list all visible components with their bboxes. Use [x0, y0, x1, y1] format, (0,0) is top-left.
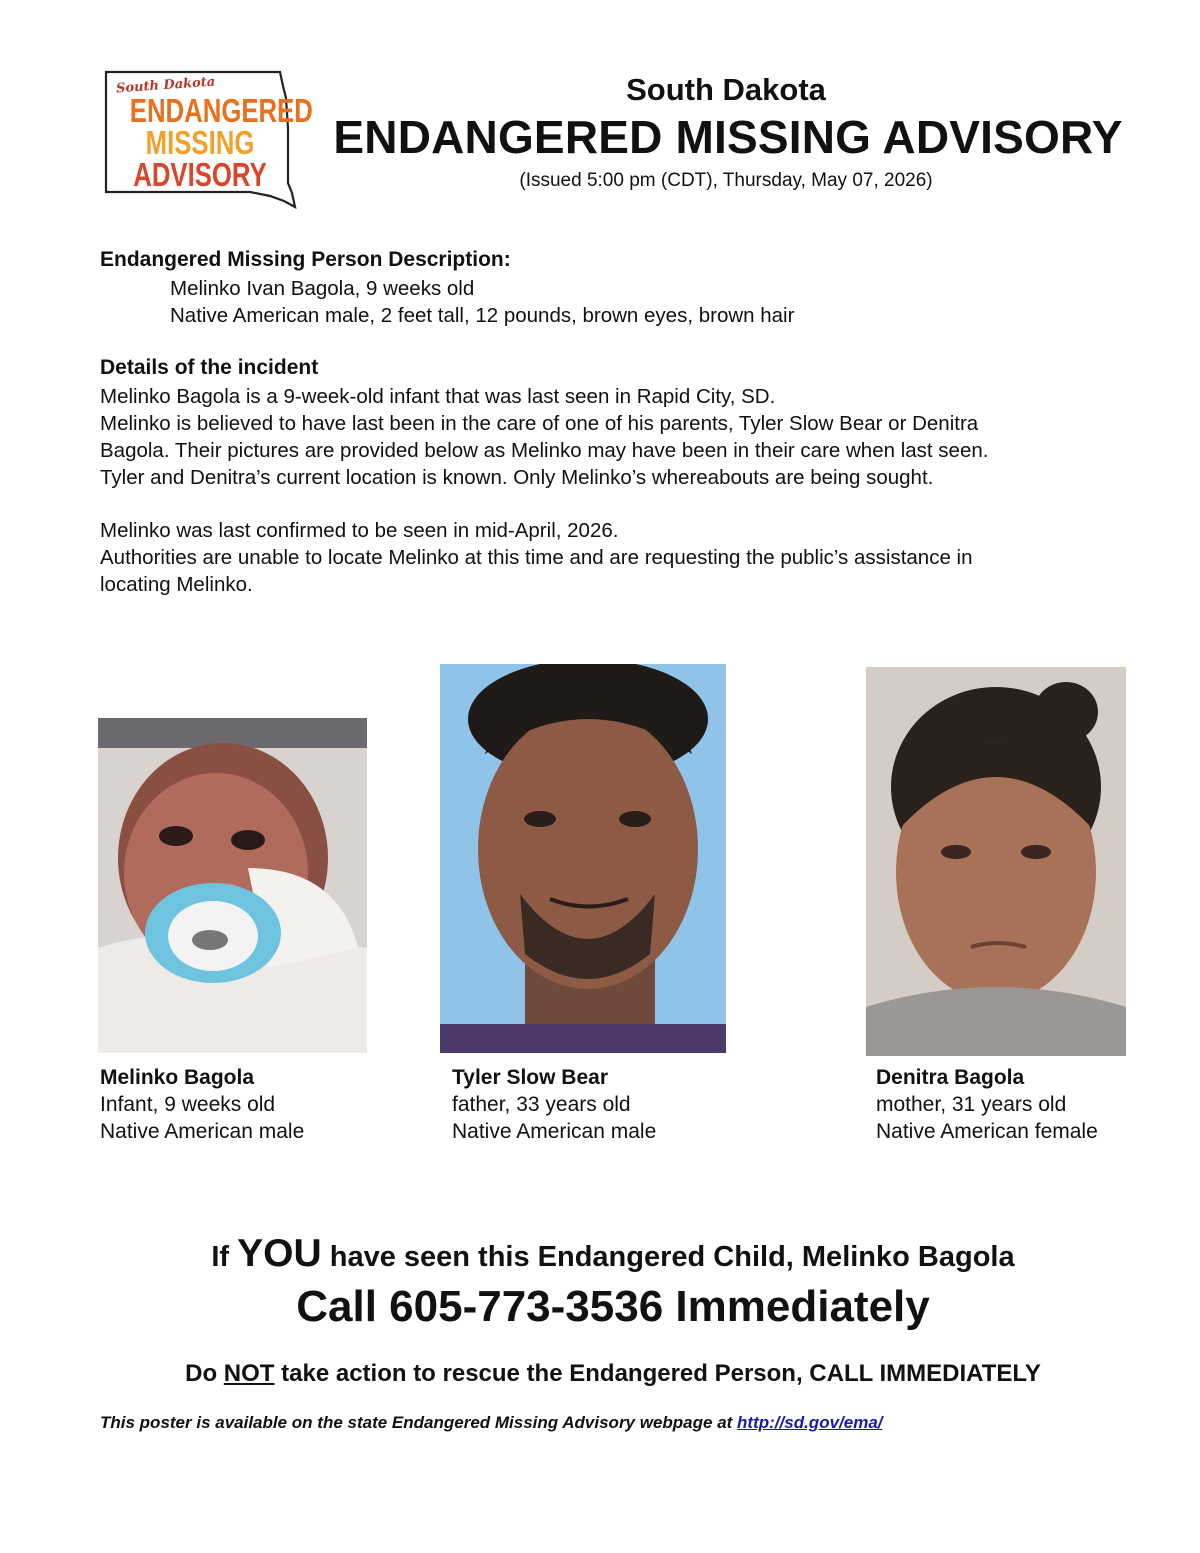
incident-line: Bagola. Their pictures are provided below as Melinko may have been in their care when last seen.	[100, 439, 989, 462]
ema-logo	[100, 68, 313, 210]
cta-warning-rest: take action to rescue the Endangered Person, CALL IMMEDIATELY	[281, 1360, 1041, 1387]
page-title: ENDANGERED MISSING ADVISORY	[333, 111, 1123, 163]
caption-race-sex: Native American male	[452, 1120, 657, 1143]
infant-photo	[98, 718, 367, 1053]
cta-warning	[0, 1360, 1200, 1388]
caption-name: Denitra Bagola	[876, 1066, 1025, 1089]
description-physical: Native American male, 2 feet tall, 12 pounds, brown eyes, brown hair	[170, 304, 795, 327]
logo-line-missing: MISSING	[145, 124, 255, 161]
caption-name: Melinko Bagola	[100, 1066, 255, 1089]
incident-line: Melinko was last confirmed to be seen in mid-April, 2026.	[100, 519, 619, 542]
caption-age: mother, 31 years old	[876, 1093, 1067, 1116]
issued-timestamp: (Issued 5:00 pm (CDT), Thursday, May 07, 2026)	[519, 170, 933, 191]
caption-name: Tyler Slow Bear	[452, 1066, 609, 1089]
cta-not: NOT	[223, 1360, 275, 1387]
cta-do: Do	[185, 1360, 218, 1387]
caption-race-sex: Native American female	[876, 1120, 1098, 1143]
caption-race-sex: Native American male	[100, 1120, 305, 1143]
description-heading: Endangered Missing Person Description:	[100, 248, 511, 271]
caption-infant	[100, 1064, 304, 1145]
logo-line-advisory: ADVISORY	[133, 156, 267, 193]
father-photo	[440, 664, 726, 1053]
header-state: South Dakota	[626, 72, 826, 107]
caption-age: Infant, 9 weeks old	[100, 1093, 276, 1116]
ema-webpage-link[interactable]: http://sd.gov/ema/	[737, 1413, 883, 1432]
logo-line-endangered: ENDANGERED	[129, 92, 313, 129]
incident-details	[100, 383, 1180, 491]
footnote-text: This poster is available on the state Endangered Missing Advisory webpage at	[100, 1413, 733, 1432]
description-name-age: Melinko Ivan Bagola, 9 weeks old	[170, 277, 475, 300]
incident-line: locating Melinko.	[100, 573, 253, 596]
incident-details-2	[100, 517, 1180, 598]
footnote	[100, 1413, 883, 1433]
logo-script-text: South Dakota	[115, 74, 216, 97]
cta-call-number: Call 605-773-3536 Immediately	[296, 1282, 930, 1331]
incident-line: Tyler and Denitra’s current location is known. Only Melinko’s whereabouts are being sought.	[100, 466, 934, 489]
caption-mother	[876, 1064, 1098, 1145]
cta-rest: have seen this Endangered Child, Melinko Bagola	[329, 1241, 1015, 1273]
cta-seen-child	[0, 1232, 1200, 1276]
incident-heading: Details of the incident	[100, 356, 319, 379]
caption-age: father, 33 years old	[452, 1093, 631, 1116]
mother-photo	[866, 667, 1126, 1056]
cta-you: YOU	[237, 1232, 322, 1275]
cta-if: If	[211, 1241, 230, 1273]
incident-line: Melinko Bagola is a 9-week-old infant that was last seen in Rapid City, SD.	[100, 385, 776, 408]
incident-line: Melinko is believed to have last been in the care of one of his parents, Tyler Slow Bear or Denitra	[100, 412, 979, 435]
incident-line: Authorities are unable to locate Melinko at this time and are requesting the public’s assistance in	[100, 546, 973, 569]
caption-father	[452, 1064, 656, 1145]
